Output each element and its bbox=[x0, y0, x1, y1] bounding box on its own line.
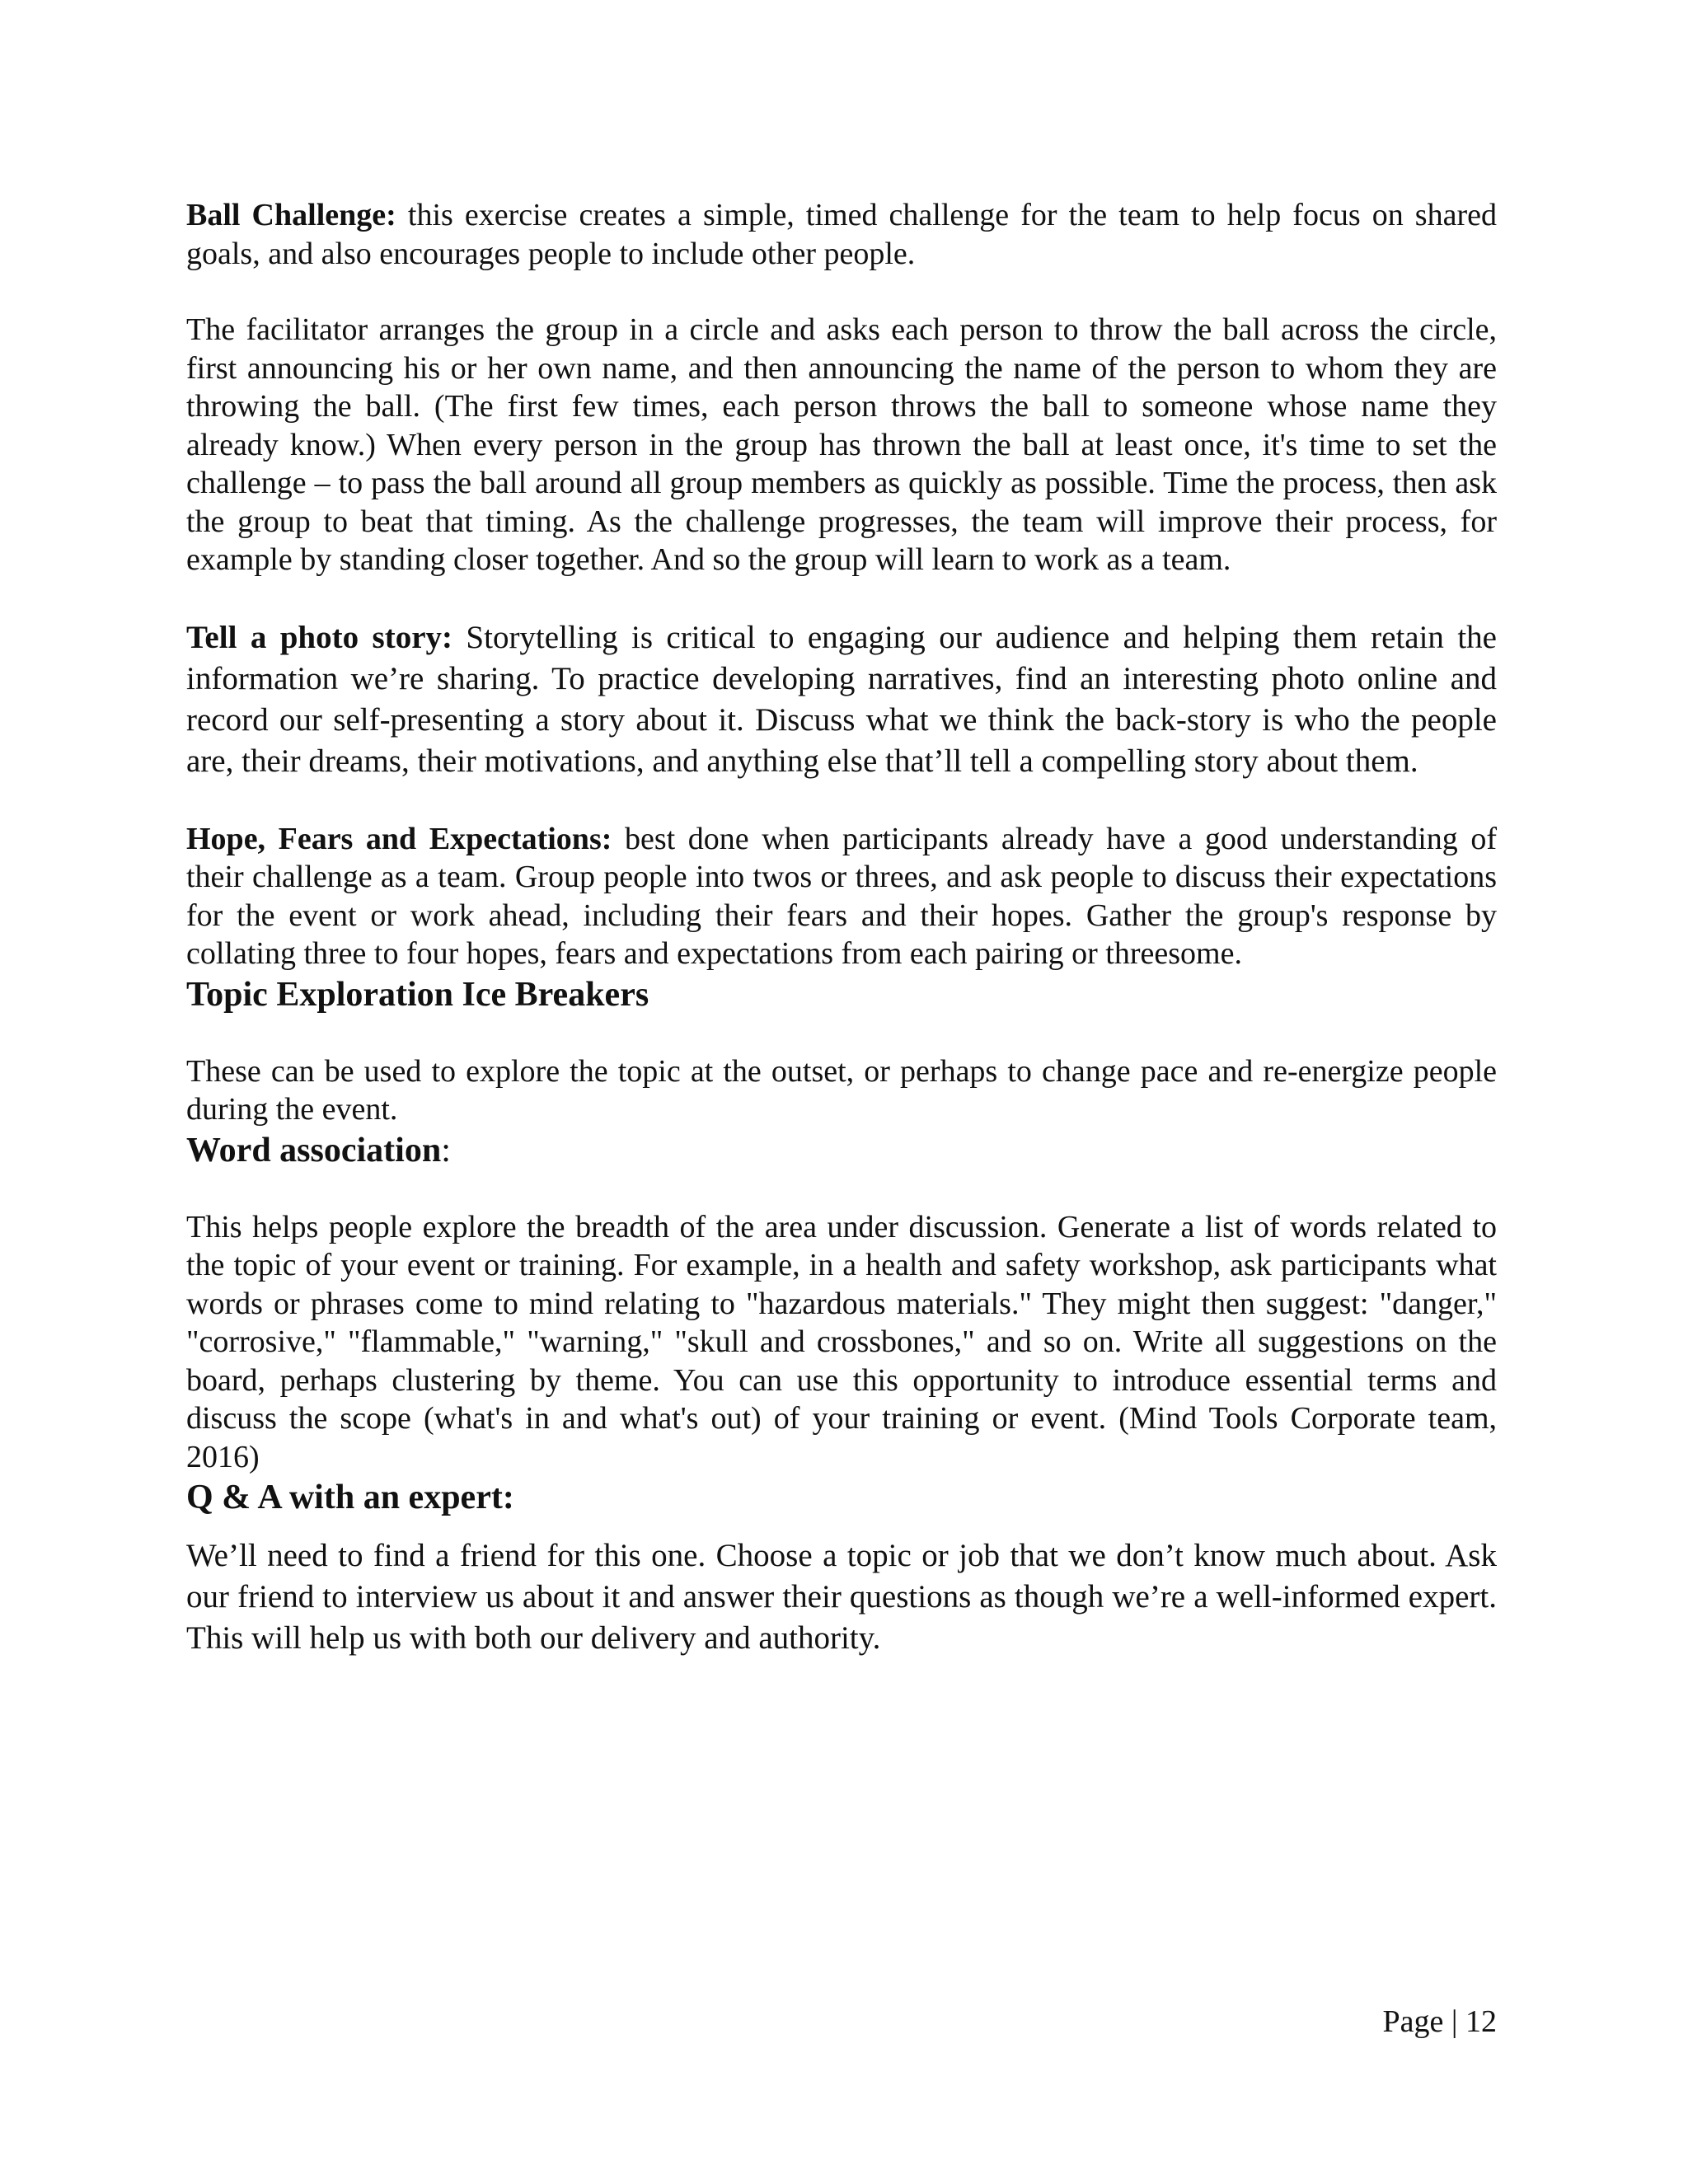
photo-story-title: Tell a photo story: bbox=[186, 619, 452, 655]
qa-expert-heading: Q & A with an expert: bbox=[186, 1479, 514, 1516]
hopes-fears-title: Hope, Fears and Expectations: bbox=[186, 821, 612, 856]
word-association-title: Word association bbox=[186, 1131, 442, 1169]
hopes-fears-paragraph bbox=[186, 820, 1497, 973]
word-association-heading bbox=[186, 1129, 1497, 1172]
topic-exploration-text: These can be used to explore the topic at the outset, or perhaps to change pace and re-energize people during the event. bbox=[186, 1053, 1497, 1127]
qa-expert-text: We’ll need to find a friend for this one. Choose a topic or job that we don’t know much about. Ask our friend to interview us about it and answer their questions as though we’re a well-informed expert. This will help us with both our delivery and authority. bbox=[186, 1538, 1497, 1656]
topic-exploration-heading: Topic Exploration Ice Breakers bbox=[186, 975, 649, 1014]
ball-challenge-intro bbox=[186, 196, 1497, 273]
page-number: Page | 12 bbox=[1382, 2004, 1497, 2039]
word-association-colon: : bbox=[441, 1131, 451, 1169]
ball-challenge-body: The facilitator arranges the group in a circle and asks each person to throw the ball across the circle, first announcing his or her own name, and then announcing the name of the person to whom they are throwing the ball. (The first few times, each person throws the ball to someone whose name they already know.) When every person in the group has thrown the ball at least once, it's time to set the challenge – to pass the ball around all group members as quickly as possible. Time the process, then ask the group to beat that timing. As the challenge progresses, the team will improve their process, for example by standing closer together. And so the group will learn to work as a team. bbox=[186, 312, 1497, 577]
hopes-fears-text: best done when participants already have a good understanding of their challenge as a team. Group people into twos or threes, and ask people to discuss their expectations for the event or work ahead, including their fears and their hopes. Gather the group's response by collating three to four hopes, fears and expectations from each pairing or threesome. bbox=[186, 821, 1497, 971]
photo-story-paragraph bbox=[186, 617, 1497, 782]
page-content bbox=[186, 196, 1497, 1659]
ball-challenge-intro-text: this exercise creates a simple, timed challenge for the team to help focus on shared goals, and also encourages people to include other people. bbox=[186, 198, 1497, 271]
photo-story-text: Storytelling is critical to engaging our audience and helping them retain the information we’re sharing. To practice developing narratives, find an interesting photo online and record our self-presenting a story about it. Discuss what we think the back-story is who the people are, their dreams, their motivations, and anything else that’ll tell a compelling story about them. bbox=[186, 619, 1497, 779]
word-association-text: This helps people explore the breadth of the area under discussion. Generate a list of words related to the topic of your event or training. For example, in a health and safety workshop, ask participants what words or phrases come to mind relating to "hazardous materials." They might then suggest: "danger," "corrosive," "flammable," "warning," "skull and crossbones," and so on. Write all suggestions on the board, perhaps clustering by theme. You can use this opportunity to introduce essential terms and discuss the scope (what's in and what's out) of your training or event. (Mind Tools Corporate team, 2016) bbox=[186, 1209, 1497, 1474]
ball-challenge-title: Ball Challenge: bbox=[186, 198, 396, 232]
